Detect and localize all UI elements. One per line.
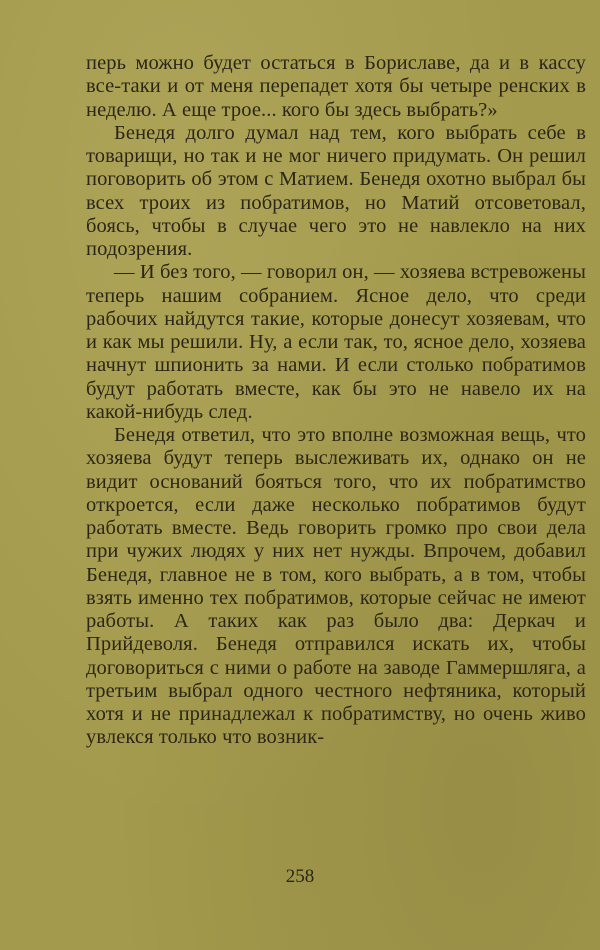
paragraph-3: — И без того, — говорил он, — хозяева встревожены теперь нашим собранием. Ясное дело, что среди рабочих найдутся такие, которые донесут хозяевам, что и как мы решили. Ну, а если так, то, ясное дело, хозяева начнут шпионить за нами. И если столько побратимов будут работать вместе, как бы это не навело их на какой-нибудь след. — [86, 261, 586, 423]
paragraph-4: Бенедя ответил, что это вполне возможная вещь, что хозяева будут теперь выслеживать их, однако он не видит оснований бояться того, что их побратимство откроется, если даже несколько побратимов будут работать вместе. Ведь говорить громко про свои дела при чужих людях у них нет нужды. Впрочем, добавил Бенедя, главное не в том, кого выбрать, а в том, чтобы взять именно тех побратимов, которые сейчас не имеют работы. А таких как раз было два: Деркач и Прийдеволя. Бенедя отправился искать их, чтобы договориться с ними о работе на заводе Гаммершляга, а третьим выбрал одного честного нефтяника, который хотя и не принадлежал к побратимству, но очень живо увлекся только что возник- — [86, 424, 586, 749]
paragraph-2: Бенедя долго думал над тем, кого выбрать себе в товарищи, но так и не мог ничего придумать. Он решил поговорить об этом с Матием. Бенедя охотно выбрал бы всех троих из побратимов, но Матий отсоветовал, боясь, чтобы в случае чего это не навлекло на них подозрения. — [86, 121, 586, 260]
page-number: 258 — [285, 866, 315, 887]
body-text — [86, 52, 586, 750]
paragraph-1: перь можно будет остаться в Бориславе, да и в кассу все-таки и от меня перепадет хотя бы четыре ренских в неделю. А еще трое... кого бы здесь выбрать?» — [86, 52, 586, 121]
